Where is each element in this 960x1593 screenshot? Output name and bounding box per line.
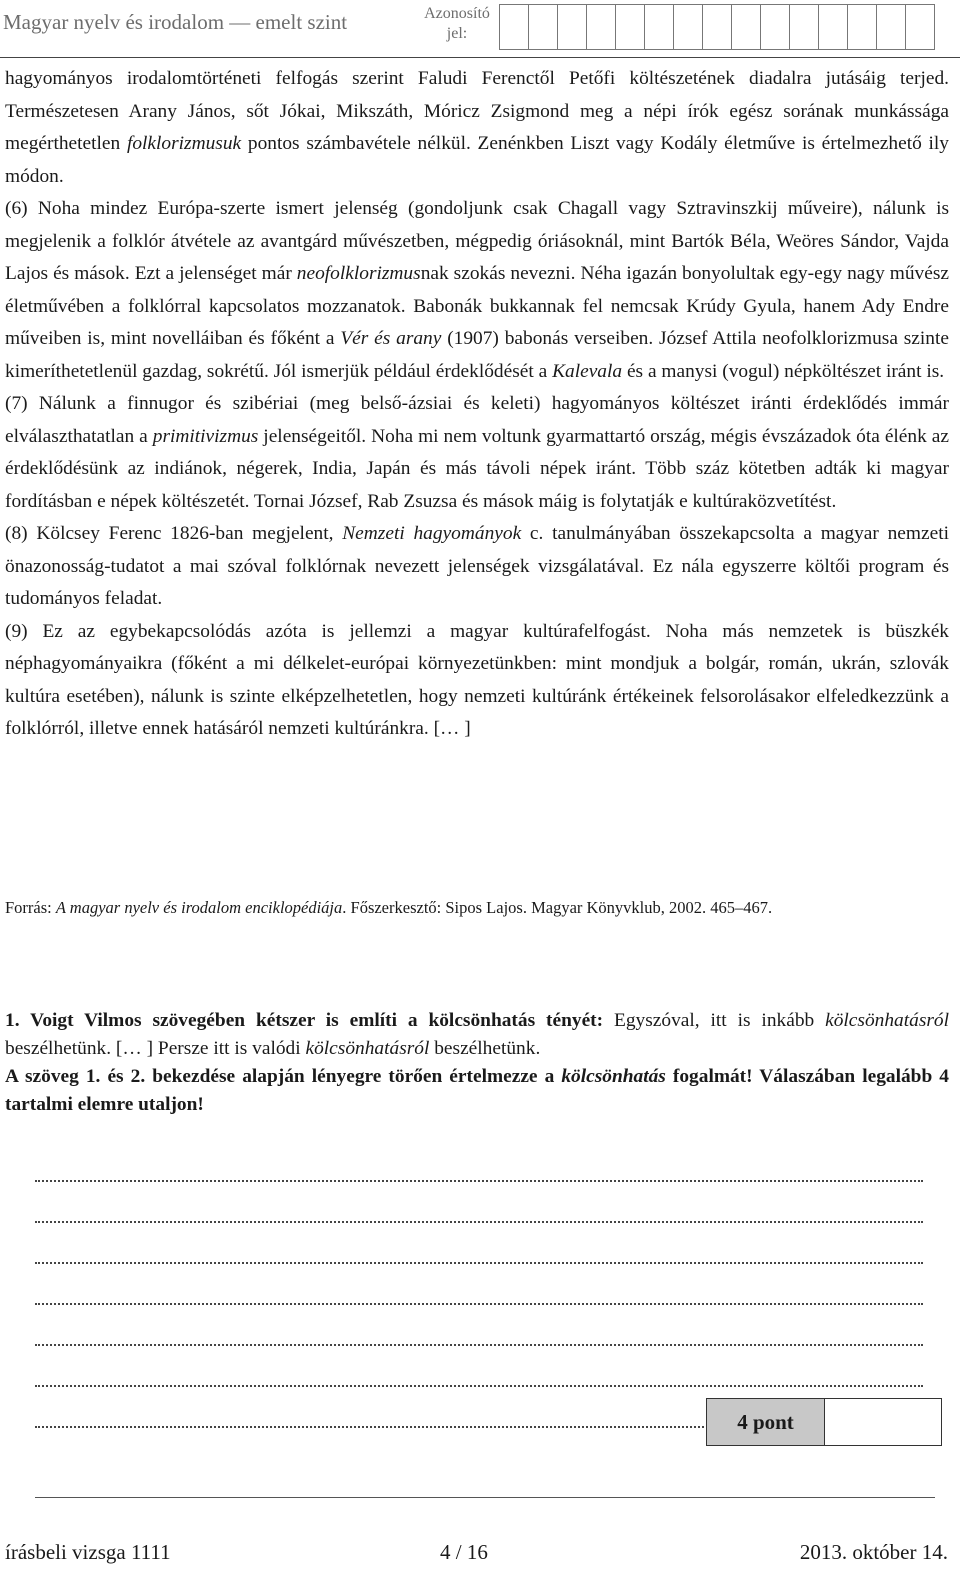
text-run: Forrás: <box>5 898 56 917</box>
exam-code: írásbeli vizsga 1111 <box>5 1540 171 1564</box>
answer-area[interactable] <box>35 1156 923 1428</box>
text-run: beszélhetünk. <box>429 1038 541 1059</box>
id-box[interactable] <box>876 4 906 50</box>
emphasis-run: primitivizmus <box>152 425 259 447</box>
answer-line[interactable] <box>35 1264 923 1305</box>
score-box <box>706 1398 942 1446</box>
id-box[interactable] <box>789 4 819 50</box>
text-run: (8) Kölcsey Ferenc 1826-ban megjelent, <box>5 523 343 544</box>
emphasis-run: folklorizmusuk <box>126 133 242 154</box>
emphasis-run: kölcsönhatásról <box>825 1010 949 1031</box>
id-box[interactable] <box>673 4 703 50</box>
answer-line[interactable] <box>35 1182 923 1223</box>
text-run: 1. Voigt Vilmos szövegében kétszer is említi a kölcsönhatás tényét: <box>5 1010 604 1031</box>
id-box[interactable] <box>557 4 587 50</box>
text-run: Egyszóval, itt is inkább <box>603 1010 826 1031</box>
paragraph <box>5 63 949 193</box>
text-run: pontos számbavétele nélkül. Zenénkben Liszt vagy Kodály életműve is értelmezhető ily módon. <box>5 133 949 187</box>
question-prompt <box>5 1007 949 1063</box>
text-run: A szöveg 1. és 2. bekezdése alapján lényegre törően értelmezze a <box>5 1066 562 1087</box>
score-label: 4 pont <box>707 1399 825 1445</box>
id-box[interactable] <box>702 4 732 50</box>
emphasis-run: neofolklorizmus <box>296 263 421 284</box>
answer-line[interactable] <box>35 1156 923 1182</box>
paragraph <box>5 193 949 388</box>
question-1 <box>5 1007 949 1119</box>
score-entry-field[interactable] <box>825 1399 941 1445</box>
text-run: jelenségeitől. Noha mi nem voltunk gyarmattartó ország, mégis évszázadok óta élénk az érdeklődésünk az indiánok, négerek, India, Japán és más távoli népek iránt. Több száz kötetben adták ki magyar fordításban e népek költészetét. Tornai József, Rab Zsuzsa és mások máig is folytatják e kultúraközvetítést. <box>5 425 949 512</box>
emphasis-run: kölcsönhatásról <box>305 1038 430 1059</box>
text-run: c. tanulmányában összekapcsolta a magyar nemzeti önazonosság-tudatot a mai szóval folklórnak nevezett jelenségek vizsgálatával. Ez nála egyszerre költői program és tudományos feladat. <box>5 523 949 609</box>
id-box[interactable] <box>528 4 558 50</box>
paragraph <box>5 616 949 746</box>
text-run: fogalmát! Válaszában legalább 4 tartalmi elemre utaljon! <box>5 1066 949 1115</box>
page-number: 4 / 16 <box>440 1540 488 1564</box>
footer-divider <box>35 1497 935 1498</box>
text-run: (9) Ez az egybekapcsolódás azóta is jellemzi a magyar kultúrafelfogást. Noha más nemzetek is büszkék néphagyományaikra (főként a mi délkelet-európai környezetünkben: mint mondjuk a bolgár, román, ukrán, szlovák kultúra esetében), nálunk is szinte elképzelhetetlen, hogy nemzeti kultúránk értékeinek felsorolásakor elfeledkezzünk a folklórról, illetve ennek hatásáról nemzeti kultúránkra. [… ] <box>5 620 949 739</box>
paragraph <box>5 388 949 518</box>
id-box[interactable] <box>818 4 848 50</box>
text-run: (1907) babonás verseiben. József Attila neofolklorizmusa szinte kimeríthetetlenül gazdag, sokrétű. Jól ismerjük például érdeklődését a <box>5 328 949 382</box>
id-box[interactable] <box>847 4 877 50</box>
paragraph <box>5 518 949 616</box>
emphasis-run: Nemzeti hagyományok <box>342 523 522 544</box>
id-box[interactable] <box>905 4 935 50</box>
text-run: (7) Nálunk a finnugor és szibériai (meg belső-ázsiai és keleti) hagyományos költészet iránti érdeklődés immár elválaszthatatlan a <box>5 393 949 447</box>
id-box[interactable] <box>586 4 616 50</box>
emphasis-run: A magyar nyelv és irodalom enciklopédiája <box>55 898 343 917</box>
header-divider <box>0 57 960 58</box>
answer-line[interactable] <box>35 1223 923 1264</box>
text-run: hagyományos irodalomtörténeti felfogás szerint Faludi Ferenctől Petőfi költészetének diadalra jutásáig terjed. Természetesen Arany János, sőt Jókai, Mikszáth, Móricz Zsigmond meg a népi írók egész sorának munkássága megérthetetlen <box>5 68 949 154</box>
source-citation <box>5 893 945 923</box>
id-box-grid <box>500 4 935 50</box>
text-run: . Főszerkesztő: Sipos Lajos. Magyar Könyvklub, 2002. 465–467. <box>342 898 773 917</box>
id-box[interactable] <box>760 4 790 50</box>
exam-date: 2013. október 14. <box>799 1540 948 1564</box>
header-title: Magyar nyelv és irodalom — emelt szint <box>3 10 348 34</box>
id-box[interactable] <box>644 4 674 50</box>
id-box[interactable] <box>615 4 645 50</box>
text-run: (6) Noha mindez Európa-szerte ismert jelenség (gondoljunk csak Chagall vagy Sztravinszkij műveire), nálunk is megjelenik a folklór átvétele az avantgárd művészetben, mégpedig óriásoknál, mint Bartók Béla, Weöres Sándor, Vajda Lajos és mások. Ezt a jelenséget már <box>5 198 949 284</box>
id-box[interactable] <box>731 4 761 50</box>
emphasis-run: Kalevala <box>552 360 623 382</box>
answer-line[interactable] <box>35 1346 923 1387</box>
text-run: beszélhetünk. [… ] Persze itt is valódi <box>5 1038 306 1059</box>
text-run: nak szokás nevezni. Néha igazán bonyolultak egy-egy nagy művész életművében a folklórral kapcsolatos mozzanatok. Babonák bukkannak fel nemcsak Krúdy Gyula, hanem Ady Endre műveiben is, mint novelláiban és főként a <box>5 263 949 349</box>
text-run: és a manysi (vogul) népköltészet iránt is. <box>622 360 945 382</box>
id-box[interactable] <box>499 4 529 50</box>
question-task <box>5 1063 949 1119</box>
page-footer <box>0 1540 960 1570</box>
answer-line[interactable] <box>35 1305 923 1346</box>
id-label: Azonosító jel: <box>424 5 490 42</box>
emphasis-run: Vér és arany <box>340 328 442 349</box>
page-header <box>0 0 960 56</box>
source-text <box>5 63 949 746</box>
emphasis-run: kölcsönhatás <box>561 1066 666 1087</box>
